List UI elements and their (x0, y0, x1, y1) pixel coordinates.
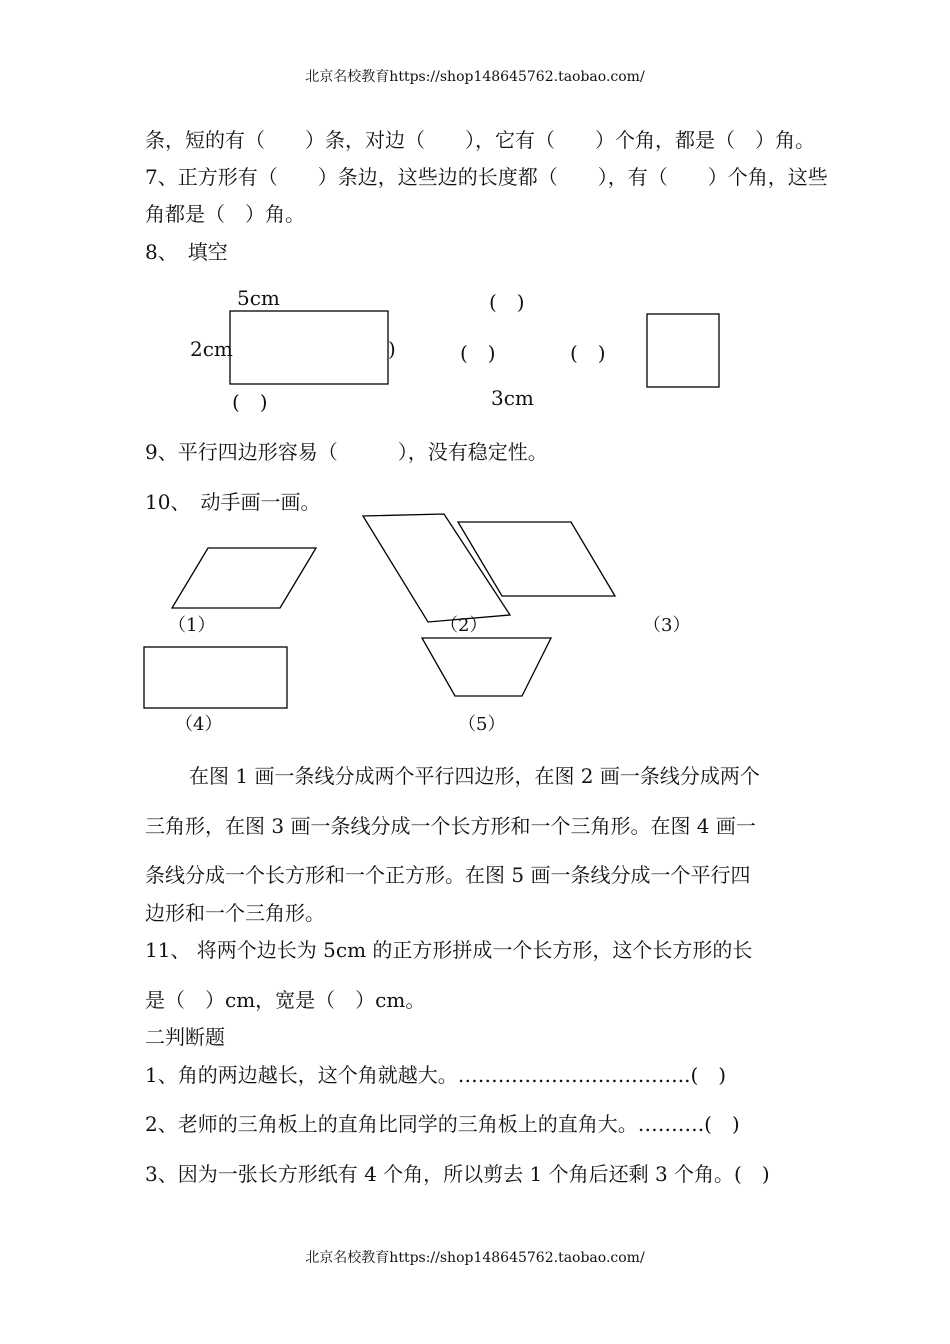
q8-rect-left-label: 2cm (190, 337, 233, 361)
q8-title: 8、 填空 (145, 240, 228, 264)
q10-fig4-rectangle (144, 647, 287, 708)
q10-fig2-label: （2） (440, 615, 488, 636)
q10-title: 10、 动手画一画。 (145, 490, 321, 514)
judge-item-2: 2、老师的三角板上的直角比同学的三角板上的直角大。……….( ) (145, 1112, 740, 1136)
q8-rect-bottom-label: ( ) (232, 390, 268, 414)
q10-fig5-label: （5） (458, 714, 506, 735)
q10-fig5-trapezoid (422, 638, 551, 696)
q9: 9、平行四边形容易（ ），没有稳定性。 (145, 440, 548, 464)
section-2-title: 二判断题 (145, 1025, 225, 1049)
q10-instruction-line-4: 边形和一个三角形。 (145, 901, 325, 925)
q11-line-1: 11、 将两个边长为 5cm 的正方形拼成一个长方形，这个长方形的长 (145, 938, 753, 962)
q8-square-left-label: ( ) (460, 341, 496, 365)
page-footer: 北京名校教育https://shop148645762.taobao.com/ (305, 1250, 645, 1266)
q10-fig3-label: （3） (643, 615, 691, 636)
q10-instruction-line-3: 条线分成一个长方形和一个正方形。在图 5 画一条线分成一个平行四 (145, 863, 751, 887)
q7-line-2: 角都是（ ）角。 (145, 202, 305, 226)
q8-rect-right-label: ) (388, 337, 396, 361)
q10-instruction-line-2: 三角形，在图 3 画一条线分成一个长方形和一个三角形。在图 4 画一 (145, 814, 756, 838)
judge-item-3: 3、因为一张长方形纸有 4 个角，所以剪去 1 个角后还剩 3 个角。( ) (145, 1162, 770, 1186)
q10-fig1-parallelogram (172, 548, 316, 608)
page-header: 北京名校教育https://shop148645762.taobao.com/ (305, 69, 645, 85)
q11-line-2: 是（ ）cm，宽是（ ）cm。 (145, 988, 426, 1012)
q8-square-right-label: ( ) (570, 341, 606, 365)
q7-line-1: 7、正方形有（ ）条边，这些边的长度都（ ），有（ ）个角，这些 (145, 165, 828, 189)
q10-instruction-line-1: 在图 1 画一条线分成两个平行四边形，在图 2 画一条线分成两个 (189, 764, 760, 788)
q8-rect-top-label: 5cm (237, 286, 280, 310)
q8-square-bottom-label: 3cm (491, 386, 534, 410)
q8-square-top-label: ( ) (489, 290, 525, 314)
q10-fig1-label: （1） (168, 615, 216, 636)
q6-continuation: 条，短的有（ ）条，对边（ ），它有（ ）个角，都是（ ）角。 (145, 128, 815, 152)
judge-item-1: 1、角的两边越长，这个角就越大。……………………………..( ) (145, 1063, 727, 1087)
q10-fig4-label: （4） (175, 714, 223, 735)
